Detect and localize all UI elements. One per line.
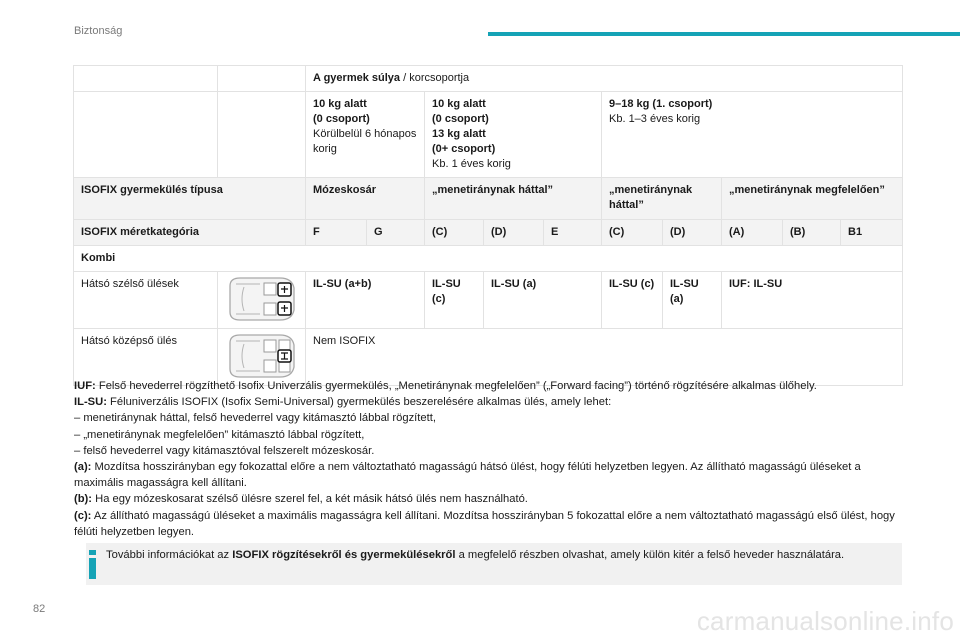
watermark: carmanualsonline.info (696, 606, 954, 636)
car-diagram-center (218, 329, 306, 386)
header-accent-bar (488, 32, 960, 36)
car-diagram-outer (218, 272, 306, 329)
section-title: Biztonság (74, 25, 123, 37)
info-icon (86, 547, 100, 581)
page-number: 82 (33, 603, 46, 615)
size-row-label: ISOFIX méretkategória (74, 220, 306, 246)
car-seat-outer-icon (222, 274, 300, 324)
info-text: További információkat az ISOFIX rögzítésekről és gyermekülésekről a megfelelő részben olvashat, amely külön kitér a felső heveder használatára. (106, 549, 845, 561)
table-row (74, 246, 903, 272)
note-c: (c): Az állítható magasságú üléseket a maximális magasságra kell állítani. Mozdítsa hosszirányban 5 fokozattal előre a nem változtatható magasságú első ülést, hogy félúti helyzetben legyen. (74, 509, 895, 538)
note-a: (a): Mozdítsa hosszirányban egy fokozattal előre a nem változtatható magasságú hátsó ülést, hogy félúti helyzetben legyen. Az állítható magasságú üléseket a maximális magasságra kell állítani. (74, 461, 861, 490)
rear-center-label: Hátsó középső ülés (74, 329, 218, 386)
table-row (74, 92, 903, 178)
group-0plus-cell: 10 kg alatt (0 csoport) 13 kg alatt (0+ csoport) Kb. 1 éves korig (425, 92, 602, 178)
list-item: – felső hevederrel vagy kitámasztóval felszerelt mózeskosár. (74, 444, 375, 457)
list-item: – menetiránynak háttal, felső hevederrel vagy kitámasztó lábbal rögzített, (74, 412, 436, 425)
info-box (86, 543, 902, 585)
note-b: (b): Ha egy mózeskosarat szélső ülésre szerel fel, a két másik hátsó ülés nem használható. (74, 493, 528, 506)
table-row (74, 66, 903, 92)
group-1-cell: 9–18 kg (1. csoport) Kb. 1–3 éves korig (602, 92, 903, 178)
weight-header: A gyermek súlya / korcsoportja (306, 66, 903, 92)
iuf-note: IUF: Felső hevederrel rögzíthető Isofix Univerzális gyermekülés, „Menetiránynak megfelelően” („Forward facing”) történő rögzítésére alkalmas ülőhely. (74, 380, 817, 392)
group-0-cell: 10 kg alatt (0 csoport) Körülbelül 6 hónapos korig (306, 92, 425, 178)
kombi-label: Kombi (74, 246, 903, 272)
type-row-label: ISOFIX gyermekülés típusa (74, 178, 306, 220)
isofix-table (73, 65, 903, 386)
table-row: ISOFIX gyermekülés típusa Mózeskosár „menetiránynak háttal” „menetiránynak háttal” „menetiránynak megfelelően” (74, 178, 903, 220)
ilsu-note: IL-SU: Féluniverzális ISOFIX (Isofix Semi-Universal) gyermekülés beszerelésére alkalmas ülés, amely lehet: (74, 396, 612, 409)
car-seat-center-icon (222, 331, 300, 381)
table-row: Hátsó szélső ülések IL-SU (a+b) IL-SU (c) IL-SU (a) IL-SU (c) IL-SU (a) IUF: IL-SU (74, 272, 903, 329)
table-row: Hátsó középső ülés Nem ISOFIX (74, 329, 903, 386)
notes-block (74, 378, 904, 540)
rear-outer-label: Hátsó szélső ülések (74, 272, 218, 329)
list-item: – „menetiránynak megfelelően” kitámasztó lábbal rögzített, (74, 428, 365, 441)
table-row: ISOFIX méretkategória F G (C) (D) E (C) (D) (A) (B) B1 (74, 220, 903, 246)
